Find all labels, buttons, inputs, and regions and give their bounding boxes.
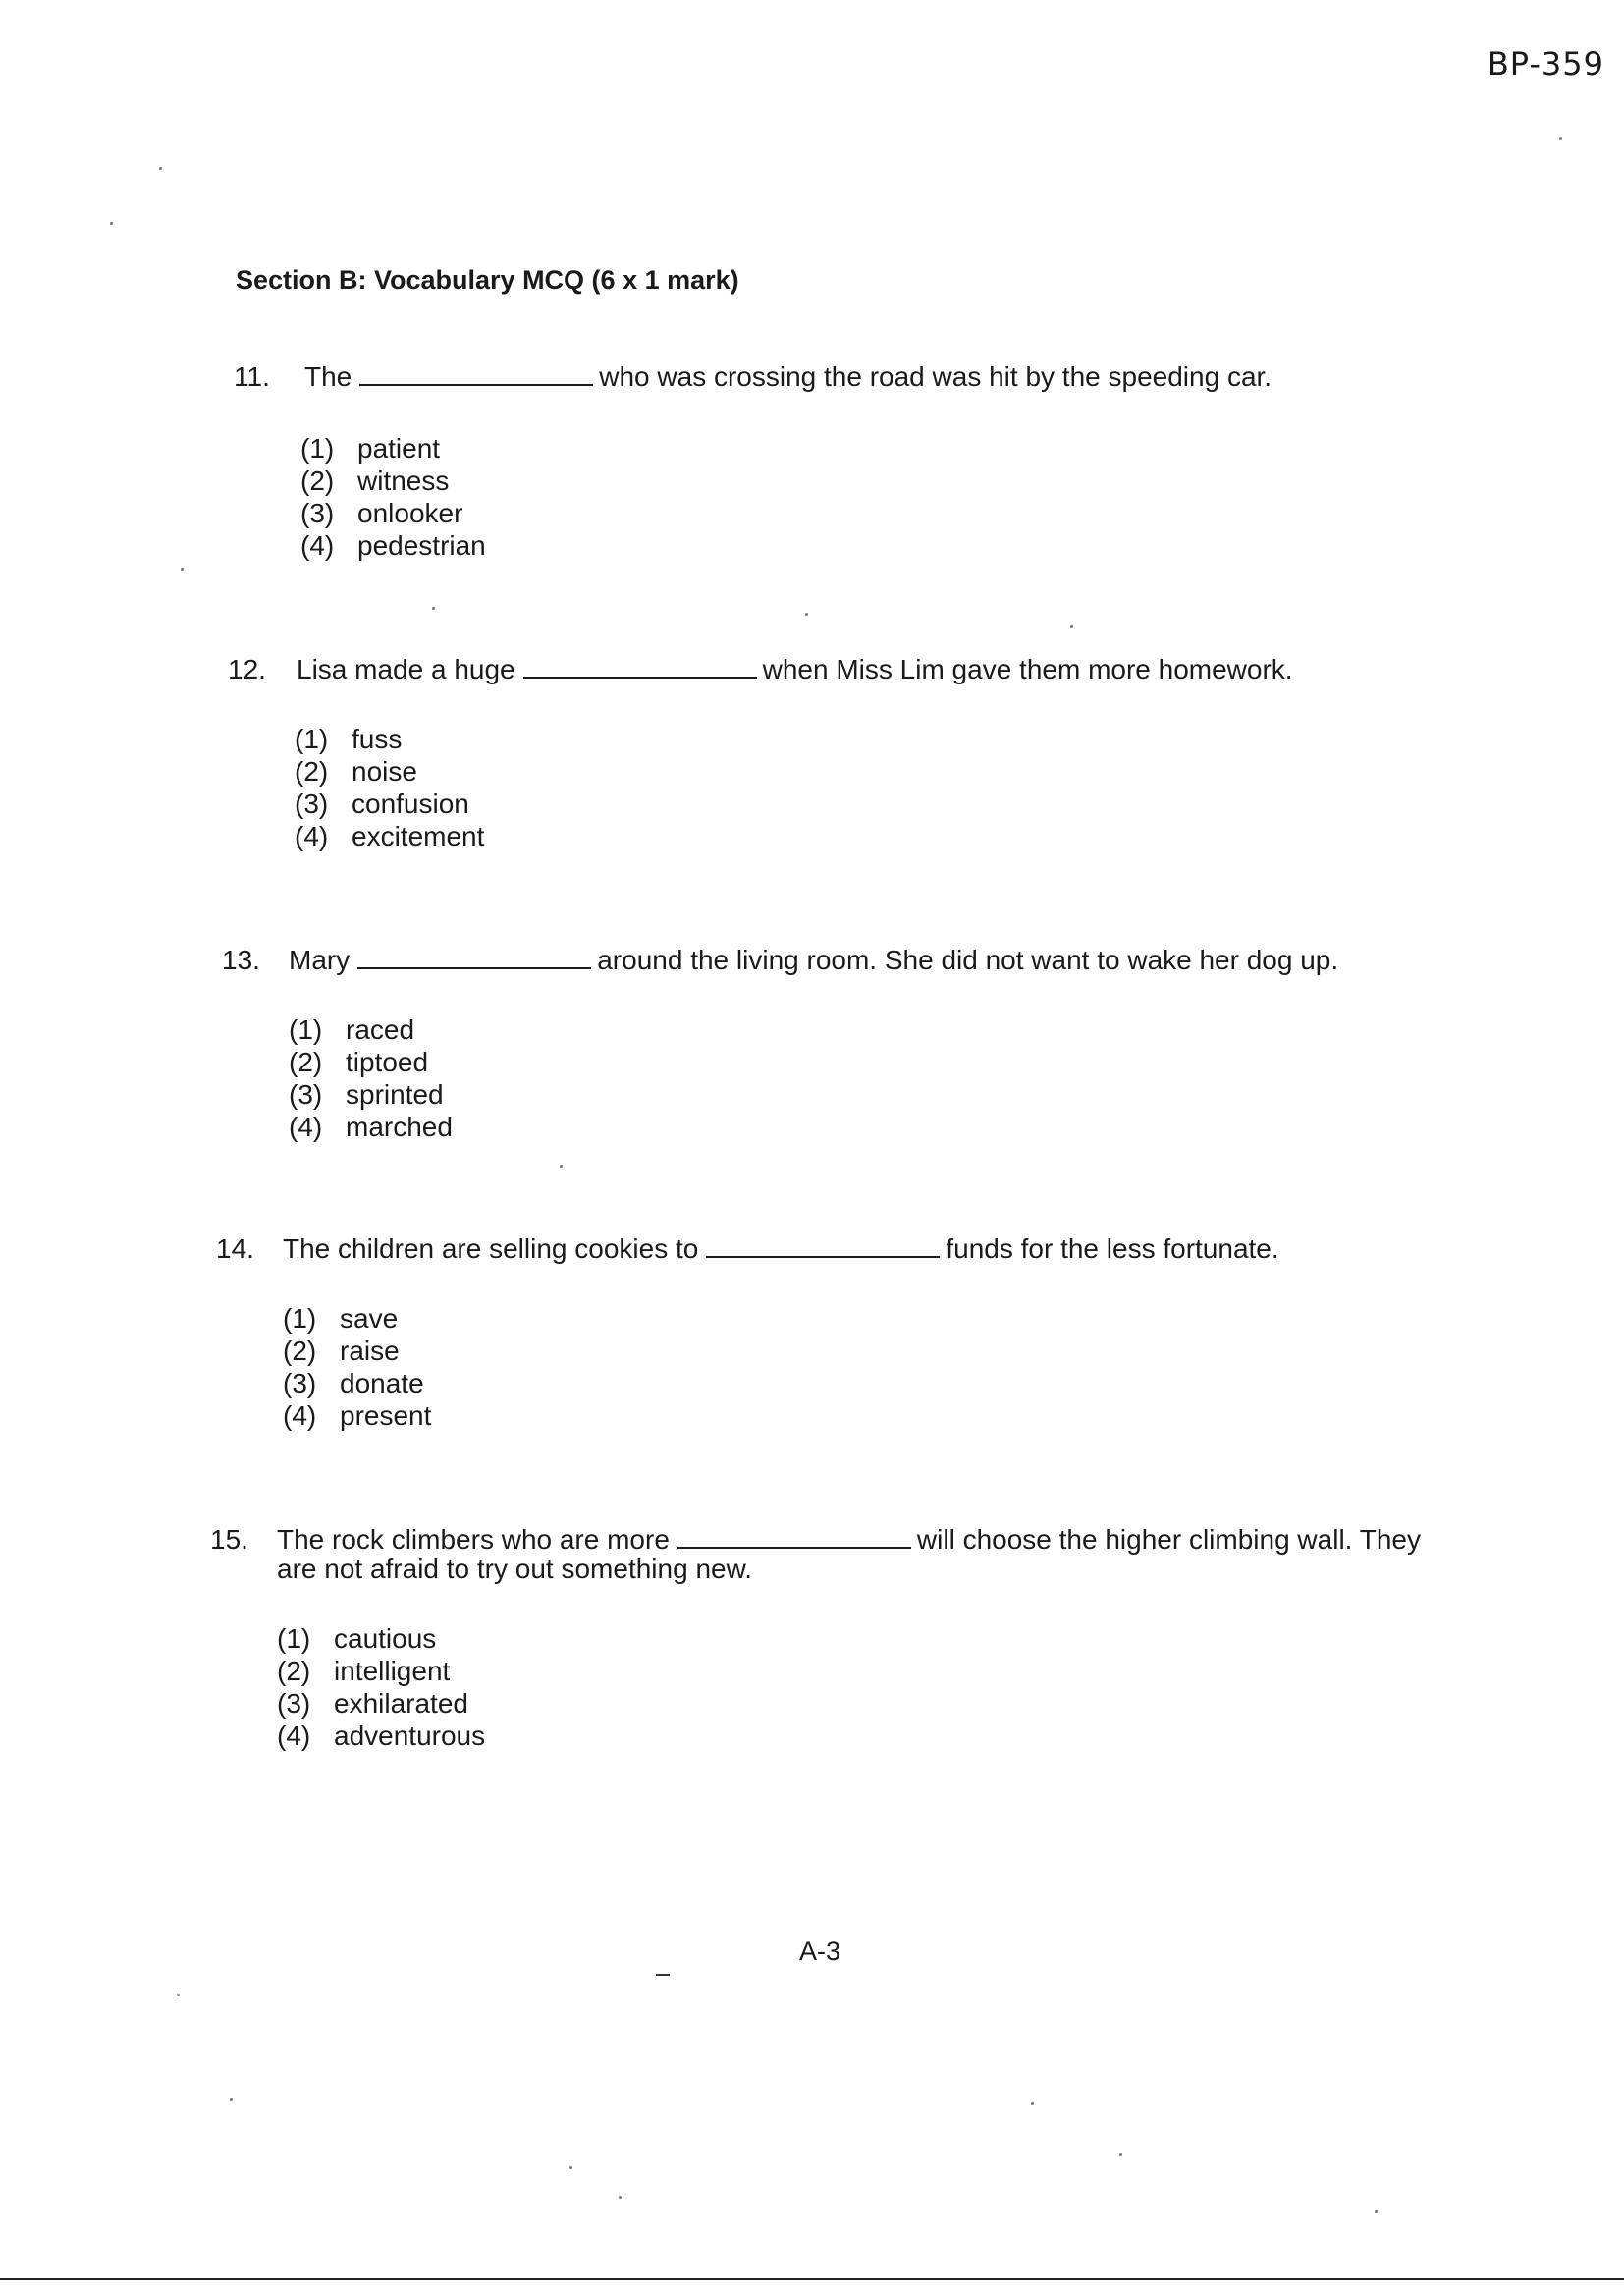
options-list <box>277 1622 485 1752</box>
option-text: patient <box>357 433 441 464</box>
question-stem <box>297 654 1293 685</box>
bottom-rule <box>0 2278 1624 2280</box>
option-1[interactable] <box>295 723 484 755</box>
stem-after: will choose the higher climbing wall. They <box>916 1524 1421 1555</box>
scan-speck <box>181 568 184 571</box>
option-4[interactable] <box>283 1399 431 1432</box>
option-1[interactable] <box>289 1013 453 1046</box>
option-2[interactable] <box>283 1335 431 1367</box>
scan-speck <box>619 2196 622 2199</box>
option-text: adventurous <box>334 1721 486 1751</box>
stem-after: who was crossing the road was hit by the speeding car. <box>599 361 1272 392</box>
page-code: BP-359 <box>1487 45 1604 82</box>
option-text: sprinted <box>346 1079 444 1110</box>
stem-after: when Miss Lim gave them more homework. <box>762 654 1293 684</box>
option-label: (4) <box>277 1721 311 1751</box>
option-label: (3) <box>283 1368 317 1398</box>
option-text: excitement <box>352 821 485 851</box>
answer-blank <box>706 1234 940 1258</box>
option-2[interactable] <box>289 1046 453 1078</box>
option-label: (2) <box>300 465 335 496</box>
option-label: (4) <box>295 821 329 851</box>
stem-after: around the living room. She did not want to wake her dog up. <box>597 945 1339 975</box>
question-stem <box>277 1524 1421 1556</box>
option-3[interactable] <box>300 497 486 529</box>
scan-speck <box>1559 137 1562 140</box>
option-label: (1) <box>283 1303 317 1334</box>
option-label: (1) <box>295 724 329 754</box>
option-4[interactable] <box>295 820 484 852</box>
option-4[interactable] <box>277 1720 485 1752</box>
options-list <box>289 1013 453 1143</box>
option-text: raise <box>340 1336 400 1366</box>
scan-speck <box>110 222 113 225</box>
stem-before: The children are selling cookies to <box>283 1233 699 1264</box>
option-label: (4) <box>283 1400 317 1431</box>
question-stem <box>283 1233 1279 1265</box>
option-2[interactable] <box>277 1655 485 1687</box>
scan-speck <box>230 2098 233 2101</box>
option-text: confusion <box>352 789 469 819</box>
stem-before: Mary <box>289 945 351 975</box>
question-number: 12. <box>228 654 266 684</box>
options-list <box>283 1302 431 1432</box>
options-list <box>295 723 484 852</box>
answer-blank <box>677 1525 911 1549</box>
option-3[interactable] <box>295 788 484 820</box>
scan-speck <box>432 607 435 610</box>
option-label: (4) <box>289 1112 323 1142</box>
answer-blank <box>359 362 593 386</box>
option-4[interactable] <box>300 529 486 562</box>
option-label: (2) <box>289 1047 323 1077</box>
option-text: fuss <box>352 724 403 754</box>
section-title: Section B: Vocabulary MCQ (6 x 1 mark) <box>236 265 739 295</box>
option-3[interactable] <box>283 1367 431 1399</box>
option-3[interactable] <box>289 1078 453 1111</box>
scan-speck <box>1031 2102 1034 2105</box>
option-label: (1) <box>289 1014 323 1045</box>
option-text: raced <box>346 1014 415 1045</box>
option-text: onlooker <box>357 498 463 528</box>
option-text: exhilarated <box>334 1688 468 1719</box>
option-label: (2) <box>283 1336 317 1366</box>
question-stem <box>304 361 1272 393</box>
option-label: (3) <box>277 1688 311 1719</box>
question-stem <box>289 945 1338 976</box>
option-label: (1) <box>300 433 335 464</box>
scan-speck <box>1119 2153 1122 2156</box>
page-number: A-3 <box>798 1937 841 1966</box>
option-2[interactable] <box>295 755 484 788</box>
scan-mark <box>656 1974 670 1976</box>
option-text: donate <box>340 1368 424 1398</box>
option-1[interactable] <box>300 432 486 465</box>
option-text: intelligent <box>334 1656 451 1686</box>
option-text: tiptoed <box>346 1047 429 1077</box>
options-list <box>300 432 486 562</box>
question-stem-continuation: are not afraid to try out something new. <box>277 1554 753 1584</box>
option-label: (3) <box>295 789 329 819</box>
scan-speck <box>1070 625 1073 628</box>
scan-speck <box>177 1994 180 1996</box>
option-label: (2) <box>277 1656 311 1686</box>
option-label: (3) <box>289 1079 323 1110</box>
option-label: (4) <box>300 530 335 561</box>
option-text: witness <box>357 465 450 496</box>
option-2[interactable] <box>300 465 486 497</box>
answer-blank <box>523 655 757 679</box>
stem-after: funds for the less fortunate. <box>946 1233 1279 1264</box>
option-text: cautious <box>334 1623 437 1654</box>
question-number: 15. <box>210 1524 248 1555</box>
option-3[interactable] <box>277 1687 485 1720</box>
question-number: 11. <box>234 361 270 392</box>
option-4[interactable] <box>289 1111 453 1143</box>
option-text: present <box>340 1400 432 1431</box>
option-text: noise <box>352 756 417 787</box>
option-1[interactable] <box>283 1302 431 1335</box>
scan-speck <box>569 2166 572 2169</box>
option-text: marched <box>346 1112 453 1142</box>
answer-blank <box>357 946 591 969</box>
option-label: (2) <box>295 756 329 787</box>
question-number: 14. <box>216 1233 254 1264</box>
stem-before: Lisa made a huge <box>297 654 515 684</box>
option-text: pedestrian <box>357 530 486 561</box>
scan-speck <box>805 613 808 616</box>
option-label: (3) <box>300 498 335 528</box>
option-1[interactable] <box>277 1622 485 1655</box>
option-text: save <box>340 1303 399 1334</box>
scan-speck <box>560 1165 563 1168</box>
scan-speck <box>1375 2210 1378 2213</box>
stem-before: The <box>304 361 352 392</box>
stem-before: The rock climbers who are more <box>277 1524 670 1555</box>
option-label: (1) <box>277 1623 311 1654</box>
scan-speck <box>159 167 162 170</box>
question-number: 13. <box>222 945 260 975</box>
